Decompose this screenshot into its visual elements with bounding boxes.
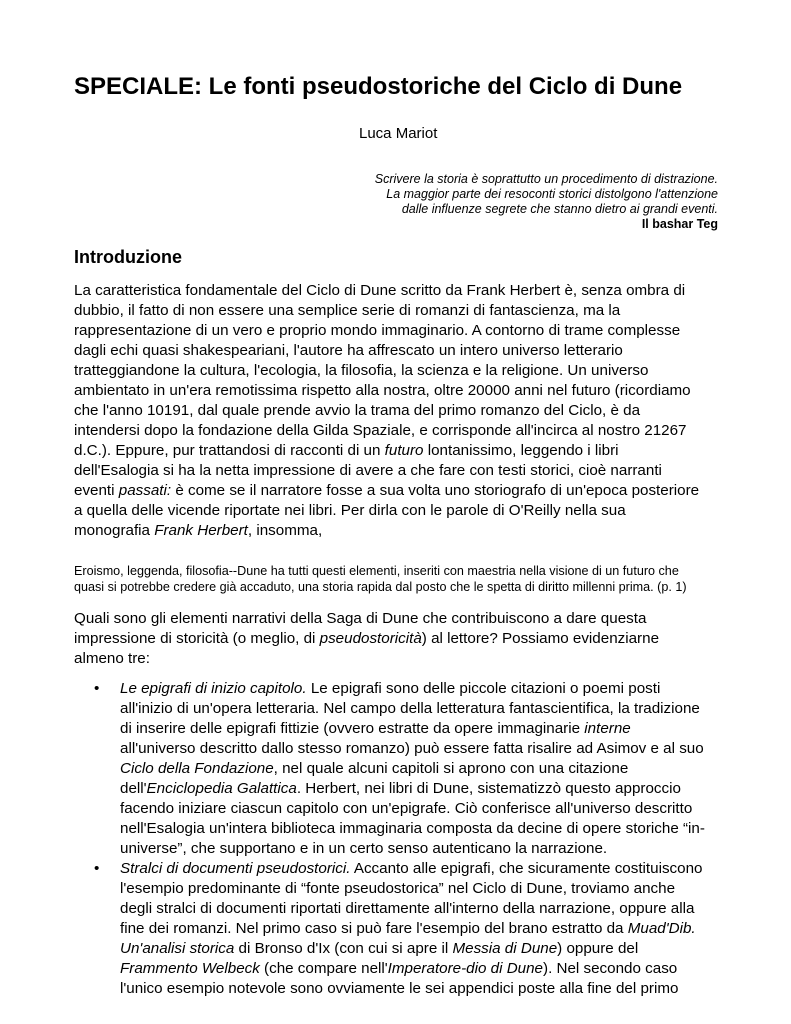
text-run: . Herbert, nei libri di Dune, sistematizzò questo approccio — [296, 780, 681, 797]
bullet-marker: • — [94, 680, 100, 697]
list-line: all'inizio di un'opera letteraria. Nel campo della letteratura fantascientifica, la tradizione — [120, 700, 700, 717]
paragraph-line: ambientato in un'era remotissima rispetto alla nostra, oltre 20000 anni nel futuro (ricordiamo — [74, 382, 691, 399]
italic-run: Frank Herbert — [154, 522, 248, 539]
quote-line: quasi si potrebbe credere già accaduto, una storia rapida dal posto che le spetta di diritto millenni prima. (p. 1) — [74, 580, 687, 594]
list-line: all'universo descritto dallo stesso romanzo) può essere fatta risalire ad Asimov e al suo — [120, 740, 704, 757]
text-run: monografia — [74, 522, 155, 539]
author-name: Luca Mariot — [359, 125, 438, 142]
paragraph-line: rappresentazione di un vero e proprio mondo immaginario. A contorno di trame complesse — [74, 322, 681, 339]
paragraph-line: che l'anno 10191, dal quale prende avvio la trama del primo romanzo del Ciclo, è da — [74, 402, 641, 419]
italic-run: Le epigrafi di inizio capitolo. — [120, 680, 307, 697]
paragraph-line: dell'Esalogia si ha la netta impressione di avere a che fare con testi storici, cioè narranti — [74, 462, 662, 479]
list-line: degli stralci di documenti riportati direttamente all'interno della narrazione, oppure alla — [120, 900, 695, 917]
italic-run: interne — [584, 720, 631, 737]
italic-run: futuro — [384, 442, 424, 459]
list-line: nell'Esalogia un'intera biblioteca immaginaria composta da decine di opere storiche “in- — [120, 820, 705, 837]
epigraph-line: Scrivere la storia è soprattutto un procedimento di distrazione. — [374, 172, 718, 186]
paragraph-line — [74, 629, 659, 649]
list-line — [120, 719, 631, 739]
list-line — [120, 959, 677, 979]
paragraph-line — [74, 441, 619, 461]
list-line: universe”, che supportano e in un certo senso autenticano la narrazione. — [120, 840, 608, 857]
text-run: dell' — [120, 780, 147, 797]
text-run: lontanissimo, leggendo i libri — [423, 442, 619, 459]
italic-run: Ciclo della Fondazione — [120, 760, 274, 777]
list-line — [120, 939, 638, 959]
italic-run: Messia di Dune — [452, 940, 558, 957]
text-run: impressione di storicità (o meglio, di — [74, 630, 320, 647]
italic-run: Imperatore-dio di Dune — [387, 960, 544, 977]
list-line — [120, 919, 696, 939]
epigraph-line: dalle influenze segrete che stanno dietro ai grandi eventi. — [401, 202, 718, 216]
list-line — [120, 759, 628, 779]
text-run: di Bronso d'Ix (con cui si apre il — [234, 940, 453, 957]
document-title: SPECIALE: Le fonti pseudostoriche del Ciclo di Dune — [74, 73, 683, 100]
epigraph-line: La maggior parte dei resoconti storici distolgono l'attenzione — [386, 187, 718, 201]
paragraph-line: intendersi dopo la fondazione della Gilda Spaziale, e corrisponde all'incirca al nostro 21267 — [74, 422, 687, 439]
paragraph-line — [74, 521, 322, 541]
italic-run: Muad'Dib. — [627, 920, 696, 937]
paragraph-line: La caratteristica fondamentale del Ciclo di Dune scritto da Frank Herbert è, senza ombra di — [74, 282, 686, 299]
list-line — [120, 779, 681, 799]
text-run: è come se il narratore fosse a sua volta uno storiografo di un'epoca posteriore — [171, 482, 700, 499]
italic-run: Un'analisi storica — [120, 940, 235, 957]
quote-line: Eroismo, leggenda, filosofia--Dune ha tutti questi elementi, inseriti con maestria nella visione di un futuro che — [74, 564, 679, 578]
italic-run: Frammento Welbeck — [120, 960, 260, 977]
text-run: di inserire delle epigrafi fittizie (ovvero estratte da opere immaginarie — [120, 720, 585, 737]
text-run: ). Nel secondo caso — [543, 960, 678, 977]
text-run: d.C.). Eppure, pur trattandosi di racconti di un — [74, 442, 385, 459]
italic-run: Enciclopedia Galattica — [146, 780, 297, 797]
paragraph-line: a quella delle vicende riportate nei libri. Per dirla con le parole di O'Reilly nella sua — [74, 502, 626, 519]
section-heading: Introduzione — [74, 247, 182, 267]
list-line: l'esempio predominante di “fonte pseudostorica” nel Ciclo di Dune, troviamo anche — [120, 880, 676, 897]
text-run: Le epigrafi sono delle piccole citazioni o poemi posti — [306, 680, 661, 697]
list-line — [120, 859, 703, 879]
text-run: ) al lettore? Possiamo evidenziarne — [421, 630, 660, 647]
text-run: eventi — [74, 482, 119, 499]
epigraph-source: Il bashar Teg — [641, 217, 718, 231]
text-run: (che compare nell' — [259, 960, 388, 977]
paragraph-line: dagli echi quasi shakespeariani, l'autore ha affrescato un intero universo letterario — [74, 342, 623, 359]
text-run: fine dei romanzi. Nel primo caso si può fare l'esempio del brano estratto da — [120, 920, 628, 937]
paragraph-line: Quali sono gli elementi narrativi della Saga di Dune che contribuiscono a dare questa — [74, 610, 647, 627]
paragraph-line — [74, 481, 699, 501]
list-line: facendo iniziare ciascun capitolo con un'epigrafe. Ciò conferisce all'universo descritto — [120, 800, 693, 817]
paragraph-line: almeno tre: — [74, 650, 150, 667]
italic-run: Stralci di documenti pseudostorici. — [120, 860, 351, 877]
bullet-marker: • — [94, 860, 100, 877]
list-line: l'unico esempio notevole sono ovviamente le sei appendici poste alla fine del primo — [120, 980, 679, 997]
text-run: ) oppure del — [557, 940, 639, 957]
text-run: Accanto alle epigrafi, che sicuramente costituiscono — [350, 860, 703, 877]
list-line — [120, 679, 660, 699]
text-run: , nel quale alcuni capitoli si aprono con una citazione — [273, 760, 629, 777]
text-run: , insomma, — [247, 522, 323, 539]
paragraph-line: dubbio, il fatto di non essere una semplice serie di romanzi di fantascienza, ma la — [74, 302, 621, 319]
italic-run: pseudostoricità — [319, 630, 422, 647]
italic-run: passati: — [118, 482, 172, 499]
paragraph-line: tratteggiandone la cultura, l'ecologia, la filosofia, la scienza e la religione. Un universo — [74, 362, 649, 379]
